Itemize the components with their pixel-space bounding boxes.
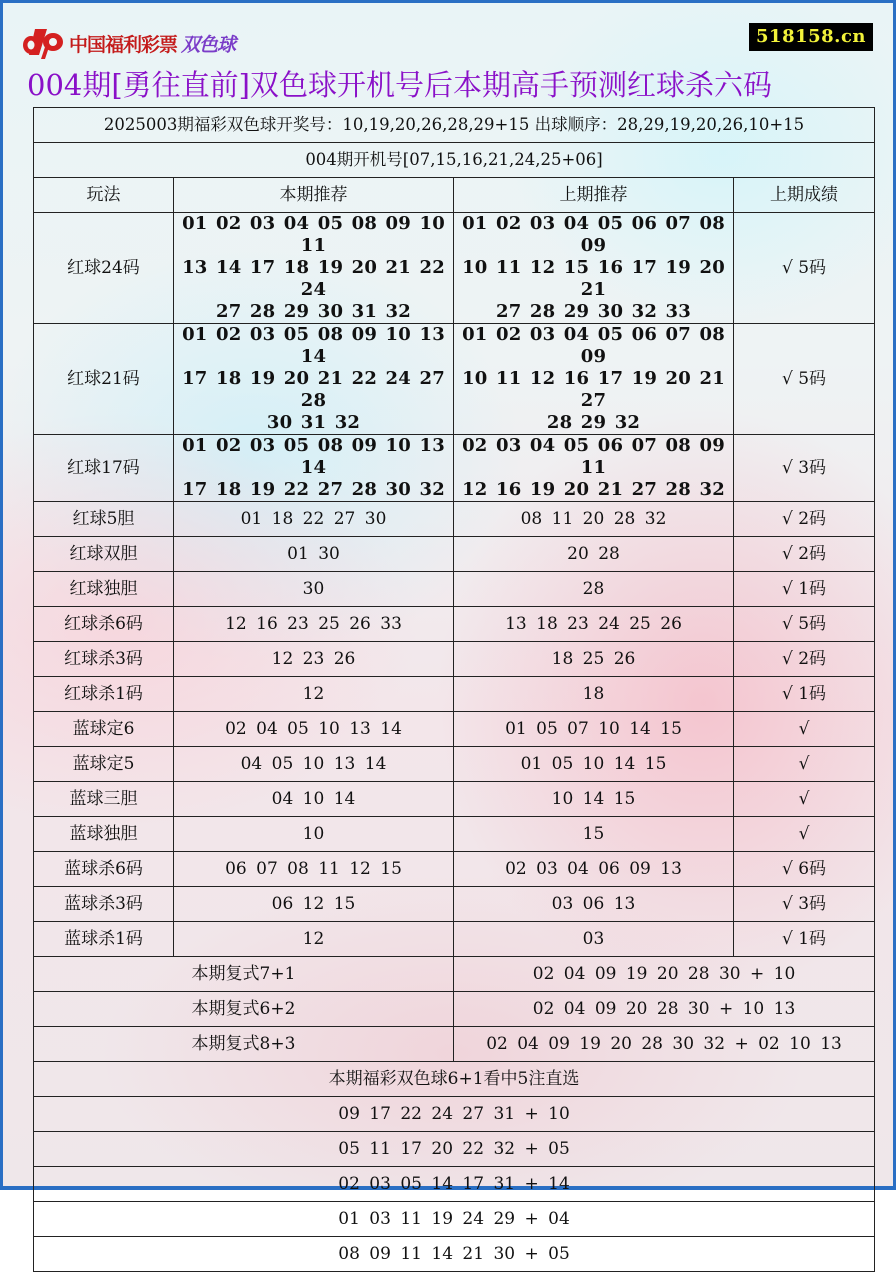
- pick-numbers: 05 11 17 20 22 32 + 05: [34, 1132, 875, 1167]
- pick-row: [34, 1132, 875, 1167]
- previous-recommendation: 01 05 10 14 15: [454, 747, 734, 782]
- previous-recommendation: 08 11 20 28 32: [454, 502, 734, 537]
- table-row: [34, 677, 875, 712]
- previous-recommendation: 02 03 04 06 09 13: [454, 852, 734, 887]
- previous-result: √ 6码: [734, 852, 875, 887]
- table-row: [34, 607, 875, 642]
- previous-recommendation: [454, 324, 734, 435]
- previous-recommendation: 28: [454, 572, 734, 607]
- table-row: [34, 922, 875, 957]
- number-line: 27 28 29 30 31 32: [215, 301, 412, 322]
- col-header-play: 玩法: [34, 178, 174, 213]
- number-line: 30 31 32: [266, 412, 361, 433]
- play-type: 红球杀3码: [34, 642, 174, 677]
- previous-result: √ 3码: [734, 887, 875, 922]
- site-badge[interactable]: 518158.cn: [749, 23, 873, 51]
- play-type: 蓝球杀3码: [34, 887, 174, 922]
- number-line: 02 03 04 05 06 07 08 09 11: [462, 435, 725, 478]
- previous-result: √ 1码: [734, 922, 875, 957]
- current-recommendation: 04 05 10 13 14: [174, 747, 454, 782]
- play-type: 红球独胆: [34, 572, 174, 607]
- previous-recommendation: 13 18 23 24 25 26: [454, 607, 734, 642]
- cwl-logo-icon: [21, 25, 65, 61]
- table-row: [34, 213, 875, 324]
- play-type: 红球17码: [34, 435, 174, 502]
- previous-result: √ 1码: [734, 677, 875, 712]
- column-header-row: [34, 178, 875, 213]
- previous-recommendation: 18: [454, 677, 734, 712]
- compound-numbers: 02 04 09 20 28 30 + 10 13: [454, 992, 875, 1027]
- current-recommendation: [174, 435, 454, 502]
- current-recommendation: [174, 213, 454, 324]
- table-row: [34, 502, 875, 537]
- pick-row: [34, 1237, 875, 1272]
- table-row: [34, 435, 875, 502]
- number-line: 10 11 12 16 17 19 20 21 27: [462, 368, 725, 411]
- previous-recommendation: [454, 213, 734, 324]
- previous-result: √: [734, 817, 875, 852]
- previous-recommendation: 01 05 07 10 14 15: [454, 712, 734, 747]
- previous-recommendation: 10 14 15: [454, 782, 734, 817]
- play-type: 蓝球定6: [34, 712, 174, 747]
- number-line: 27 28 29 30 32 33: [495, 301, 692, 322]
- play-type: 蓝球独胆: [34, 817, 174, 852]
- compound-row: [34, 992, 875, 1027]
- compound-row: [34, 957, 875, 992]
- compound-label: 本期复式8+3: [34, 1027, 454, 1062]
- table-row: [34, 642, 875, 677]
- current-recommendation: 02 04 05 10 13 14: [174, 712, 454, 747]
- table-row: [34, 572, 875, 607]
- table-row: [34, 537, 875, 572]
- play-type: 红球21码: [34, 324, 174, 435]
- machine-numbers: 004期开机号[07,15,16,21,24,25+06]: [34, 143, 875, 178]
- current-recommendation: 06 12 15: [174, 887, 454, 922]
- play-type: 红球杀6码: [34, 607, 174, 642]
- last-draw-row: [34, 108, 875, 143]
- page-title: 004期[勇往直前]双色球开机号后本期高手预测红球杀六码: [27, 68, 772, 102]
- table-row: [34, 817, 875, 852]
- number-line: 01 02 03 04 05 06 07 08 09: [462, 213, 725, 256]
- prediction-table: [33, 107, 875, 1272]
- previous-result: √ 2码: [734, 642, 875, 677]
- number-line: 13 14 17 18 19 20 21 22 24: [182, 257, 445, 300]
- number-line: 17 18 19 20 21 22 24 27 28: [182, 368, 445, 411]
- current-recommendation: 06 07 08 11 12 15: [174, 852, 454, 887]
- previous-recommendation: 03: [454, 922, 734, 957]
- play-type: 红球双胆: [34, 537, 174, 572]
- pick-row: [34, 1097, 875, 1132]
- current-recommendation: 01 30: [174, 537, 454, 572]
- play-type: 红球杀1码: [34, 677, 174, 712]
- previous-recommendation: 03 06 13: [454, 887, 734, 922]
- previous-recommendation: [454, 435, 734, 502]
- pick-numbers: 01 03 11 19 24 29 + 04: [34, 1202, 875, 1237]
- logo-org-text: 中国福利彩票: [69, 33, 178, 56]
- play-type: 蓝球定5: [34, 747, 174, 782]
- pick-numbers: 08 09 11 14 21 30 + 05: [34, 1237, 875, 1272]
- current-recommendation: 12 16 23 25 26 33: [174, 607, 454, 642]
- table-row: [34, 324, 875, 435]
- compound-label: 本期复式7+1: [34, 957, 454, 992]
- current-recommendation: 12 23 26: [174, 642, 454, 677]
- number-line: 01 02 03 05 08 09 10 13 14: [182, 324, 445, 367]
- previous-result: √ 5码: [734, 213, 875, 324]
- number-line: 28 29 32: [546, 412, 641, 433]
- compound-numbers: 02 04 09 19 20 28 30 + 10: [454, 957, 875, 992]
- col-header-current: 本期推荐: [174, 178, 454, 213]
- table-row: [34, 782, 875, 817]
- machine-number-row: [34, 143, 875, 178]
- compound-row: [34, 1027, 875, 1062]
- number-line: 01 02 03 04 05 08 09 10 11: [182, 213, 445, 256]
- previous-result: √: [734, 712, 875, 747]
- pick-row: [34, 1167, 875, 1202]
- logo-game-text: 双色球: [181, 33, 236, 56]
- previous-result: √ 2码: [734, 502, 875, 537]
- compound-label: 本期复式6+2: [34, 992, 454, 1027]
- previous-result: √ 1码: [734, 572, 875, 607]
- current-recommendation: 01 18 22 27 30: [174, 502, 454, 537]
- current-recommendation: 04 10 14: [174, 782, 454, 817]
- previous-recommendation: 15: [454, 817, 734, 852]
- previous-result: √: [734, 747, 875, 782]
- table-row: [34, 887, 875, 922]
- previous-result: √ 2码: [734, 537, 875, 572]
- number-line: 12 16 19 20 21 27 28 32: [462, 479, 725, 500]
- current-recommendation: 10: [174, 817, 454, 852]
- number-line: 10 11 12 15 16 17 19 20 21: [462, 257, 725, 300]
- pick-row: [34, 1202, 875, 1237]
- number-line: 01 02 03 04 05 06 07 08 09: [462, 324, 725, 367]
- table-row: [34, 712, 875, 747]
- compound-numbers: 02 04 09 19 20 28 30 32 + 02 10 13: [454, 1027, 875, 1062]
- pick-numbers: 09 17 22 24 27 31 + 10: [34, 1097, 875, 1132]
- lottery-logo: [21, 25, 235, 61]
- number-line: 01 02 03 05 08 09 10 13 14: [182, 435, 445, 478]
- picks-title: 本期福彩双色球6+1看中5注直选: [34, 1062, 875, 1097]
- picks-title-row: [34, 1062, 875, 1097]
- play-type: 红球24码: [34, 213, 174, 324]
- current-recommendation: [174, 324, 454, 435]
- previous-result: √: [734, 782, 875, 817]
- previous-result: √ 3码: [734, 435, 875, 502]
- table-row: [34, 852, 875, 887]
- previous-recommendation: 20 28: [454, 537, 734, 572]
- current-recommendation: 12: [174, 922, 454, 957]
- col-header-previous: 上期推荐: [454, 178, 734, 213]
- number-line: 17 18 19 22 27 28 30 32: [182, 479, 445, 500]
- previous-result: √ 5码: [734, 324, 875, 435]
- current-recommendation: 12: [174, 677, 454, 712]
- table-row: [34, 747, 875, 782]
- play-type: 红球5胆: [34, 502, 174, 537]
- last-draw-info: 2025003期福彩双色球开奖号：10,19,20,26,28,29+15 出球顺序：28,29,19,20,26,10+15: [34, 108, 875, 143]
- current-recommendation: 30: [174, 572, 454, 607]
- col-header-result: 上期成绩: [734, 178, 875, 213]
- pick-numbers: 02 03 05 14 17 31 + 14: [34, 1167, 875, 1202]
- previous-result: √ 5码: [734, 607, 875, 642]
- play-type: 蓝球杀6码: [34, 852, 174, 887]
- play-type: 蓝球杀1码: [34, 922, 174, 957]
- play-type: 蓝球三胆: [34, 782, 174, 817]
- previous-recommendation: 18 25 26: [454, 642, 734, 677]
